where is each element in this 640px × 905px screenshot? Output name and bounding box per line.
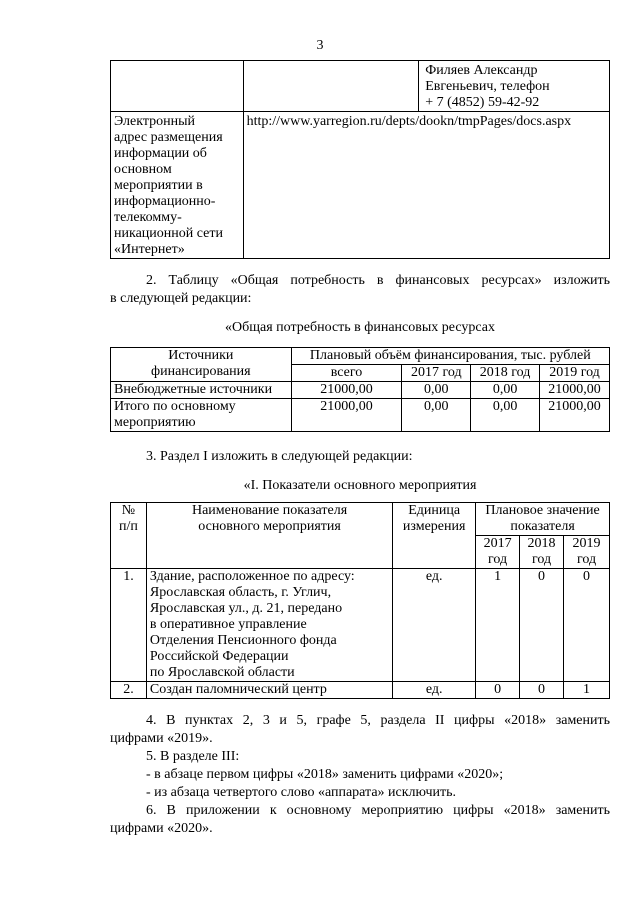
contact-cell <box>419 61 610 112</box>
header-year: 2017 год <box>402 365 471 382</box>
label-line: мероприятию <box>114 415 196 430</box>
cell-total: 21000,00 <box>291 399 402 432</box>
label-line: Итого по основному <box>114 399 236 414</box>
empty-cell <box>111 61 244 112</box>
text-line: цифрами «2020». <box>110 821 213 836</box>
cell-value: 0 <box>520 569 564 682</box>
indicators-caption: «I. Показатели основного мероприятия <box>243 478 477 493</box>
header-text: год <box>576 552 597 567</box>
cell-total: 21000,00 <box>291 382 402 399</box>
finance-table <box>110 347 610 432</box>
finance-caption: «Общая потребность в финансовых ресурсах <box>225 320 495 335</box>
page-number: 3 <box>316 38 324 53</box>
cell-value: 0,00 <box>402 399 471 432</box>
header-text: Наименование показателя <box>191 503 348 518</box>
row-label: Внебюджетные источники <box>111 382 292 399</box>
cell-value: 0,00 <box>471 399 540 432</box>
text-line: 2. Таблицу «Общая потребность в финансовых ресурсах» изложить <box>146 273 610 288</box>
table-row <box>111 569 610 682</box>
paragraph-5: 5. В разделе III: <box>146 749 240 764</box>
header-unit <box>393 503 476 569</box>
label-line: телекомму- <box>114 210 182 225</box>
paragraph-3: 3. Раздел I изложить в следующей редакции: <box>146 449 413 464</box>
paragraph-2 <box>110 272 610 308</box>
table-row <box>111 348 610 365</box>
table-row <box>111 399 610 432</box>
table-row <box>111 112 610 259</box>
url-label-cell <box>111 112 244 259</box>
name-line: в оперативное управление <box>149 617 307 632</box>
label-line: основном <box>114 162 172 177</box>
cell-value: 0 <box>520 682 564 699</box>
header-year: 2018 год <box>471 365 540 382</box>
header-text: измерения <box>402 519 466 534</box>
name-line: Ярославская ул., д. 21, передано <box>149 601 343 616</box>
table-row <box>111 61 610 112</box>
header-text: 2017 <box>483 536 512 551</box>
paragraph-5b: - из абзаца четвертого слово «аппарата» исключить. <box>146 785 456 800</box>
empty-cell <box>243 61 419 112</box>
text-line: 4. В пунктах 2, 3 и 5, графе 5, раздела II цифры «2018» заменить <box>146 713 610 728</box>
name-line: Ярославская область, г. Углич, <box>149 585 332 600</box>
contact-table <box>110 60 610 259</box>
name-line: по Ярославской области <box>149 665 295 680</box>
header-text: финансирования <box>151 364 251 379</box>
contact-phone: + 7 (4852) 59-42-92 <box>425 95 540 110</box>
url-link[interactable]: http://www.yarregion.ru/depts/dookn/tmpPages/docs.aspx <box>246 114 572 129</box>
paragraph-4 <box>110 712 610 748</box>
header-name <box>146 503 392 569</box>
label-line: мероприятии в <box>114 178 203 193</box>
text-line: 6. В приложении к основному мероприятию цифры «2018» заменить <box>146 803 610 818</box>
header-year <box>476 536 520 569</box>
row-label <box>111 399 292 432</box>
label-line: никационной сети <box>114 226 223 241</box>
header-text: 2018 <box>527 536 556 551</box>
label-line: Электронный <box>114 114 196 129</box>
cell-name <box>146 569 392 682</box>
text-line: в следующей редакции: <box>110 291 252 306</box>
cell-value: 0,00 <box>402 382 471 399</box>
table-row <box>111 503 610 536</box>
cell-num: 1. <box>111 569 147 682</box>
header-text: Плановое значение <box>485 503 600 518</box>
header-text: год <box>531 552 552 567</box>
cell-value: 0 <box>564 569 610 682</box>
table-row <box>111 382 610 399</box>
name-line: Российской Федерации <box>149 649 289 664</box>
paragraph-6 <box>110 802 610 838</box>
header-text: Источники <box>168 348 234 363</box>
header-text: показателя <box>510 519 575 534</box>
name-line: Здание, расположенное по адресу: <box>149 569 355 584</box>
header-text: п/п <box>119 519 138 534</box>
cell-value: 0,00 <box>471 382 540 399</box>
cell-value: 1 <box>476 569 520 682</box>
header-total: всего <box>291 365 402 382</box>
paragraph-5a: - в абзаце первом цифры «2018» заменить цифрами «2020»; <box>146 767 504 782</box>
name-line: Отделения Пенсионного фонда <box>149 633 337 648</box>
header-text: год <box>488 552 508 567</box>
header-text: основного мероприятия <box>198 519 341 534</box>
cell-value: 1 <box>564 682 610 699</box>
header-year <box>564 536 610 569</box>
header-year <box>520 536 564 569</box>
header-text: № <box>121 503 136 518</box>
table-row <box>111 682 610 699</box>
header-text: Единица <box>408 503 461 518</box>
indicators-table <box>110 502 610 699</box>
label-line: адрес размещения <box>114 130 223 145</box>
header-plan <box>476 503 610 536</box>
cell-num: 2. <box>111 682 147 699</box>
header-text: 2019 <box>572 536 601 551</box>
header-year: 2019 год <box>540 365 610 382</box>
cell-value: 21000,00 <box>540 382 610 399</box>
header-plan: Плановый объём финансирования, тыс. рублей <box>291 348 609 365</box>
label-line: «Интернет» <box>114 242 185 257</box>
contact-name: Филяев Александр <box>425 63 538 78</box>
header-num <box>111 503 147 569</box>
cell-unit: ед. <box>393 682 476 699</box>
label-line: информации об <box>114 146 207 161</box>
cell-value: 0 <box>476 682 520 699</box>
url-cell <box>243 112 609 259</box>
cell-value: 21000,00 <box>540 399 610 432</box>
label-line: информационно- <box>114 194 216 209</box>
text-line: цифрами «2019». <box>110 731 213 746</box>
contact-name-2: Евгеньевич, телефон <box>425 79 550 94</box>
header-sources <box>111 348 292 382</box>
cell-name: Создан паломнический центр <box>146 682 392 699</box>
cell-unit: ед. <box>393 569 476 682</box>
